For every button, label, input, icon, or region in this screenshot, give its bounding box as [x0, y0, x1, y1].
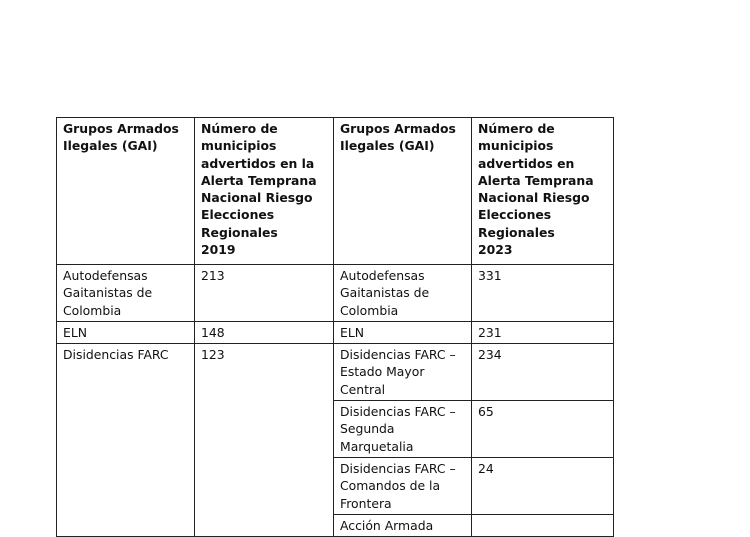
- group-2023-cell: Disidencias FARC – Estado Mayor Central: [334, 344, 472, 401]
- count-2019-cell: 148: [195, 321, 334, 343]
- group-2023-cell: Autodefensas Gaitanistas de Colombia: [334, 265, 472, 322]
- municipalities-table: [56, 117, 614, 537]
- header-count-2019: Número de municipios advertidos en la Alerta Temprana Nacional Riesgo Elecciones Regionales 2019: [195, 118, 334, 265]
- count-2019-cell: 123: [195, 344, 334, 537]
- table-header-row: [57, 118, 614, 265]
- table-row: [57, 344, 614, 401]
- header-group-2019: Grupos Armados Ilegales (GAI): [57, 118, 195, 265]
- count-2023-cell: 331: [472, 265, 614, 322]
- count-2019-cell: 213: [195, 265, 334, 322]
- group-2023-cell: Disidencias FARC – Comandos de la Frontera: [334, 457, 472, 514]
- table-row: [57, 265, 614, 322]
- header-group-2023: Grupos Armados Ilegales (GAI): [334, 118, 472, 265]
- count-2023-cell: 65: [472, 401, 614, 458]
- header-count-2023: Número de municipios advertidos en Alerta Temprana Nacional Riesgo Elecciones Regionales 2023: [472, 118, 614, 265]
- group-2023-cell: Disidencias FARC – Segunda Marquetalia: [334, 401, 472, 458]
- count-2023-cell: 234: [472, 344, 614, 401]
- table-row: [57, 321, 614, 343]
- count-2023-cell: [472, 514, 614, 536]
- count-2023-cell: 231: [472, 321, 614, 343]
- group-2023-cell: Acción Armada: [334, 514, 472, 536]
- group-2019-cell: ELN: [57, 321, 195, 343]
- group-2023-cell: ELN: [334, 321, 472, 343]
- count-2023-cell: 24: [472, 457, 614, 514]
- group-2019-cell: Autodefensas Gaitanistas de Colombia: [57, 265, 195, 322]
- group-2019-cell: Disidencias FARC: [57, 344, 195, 537]
